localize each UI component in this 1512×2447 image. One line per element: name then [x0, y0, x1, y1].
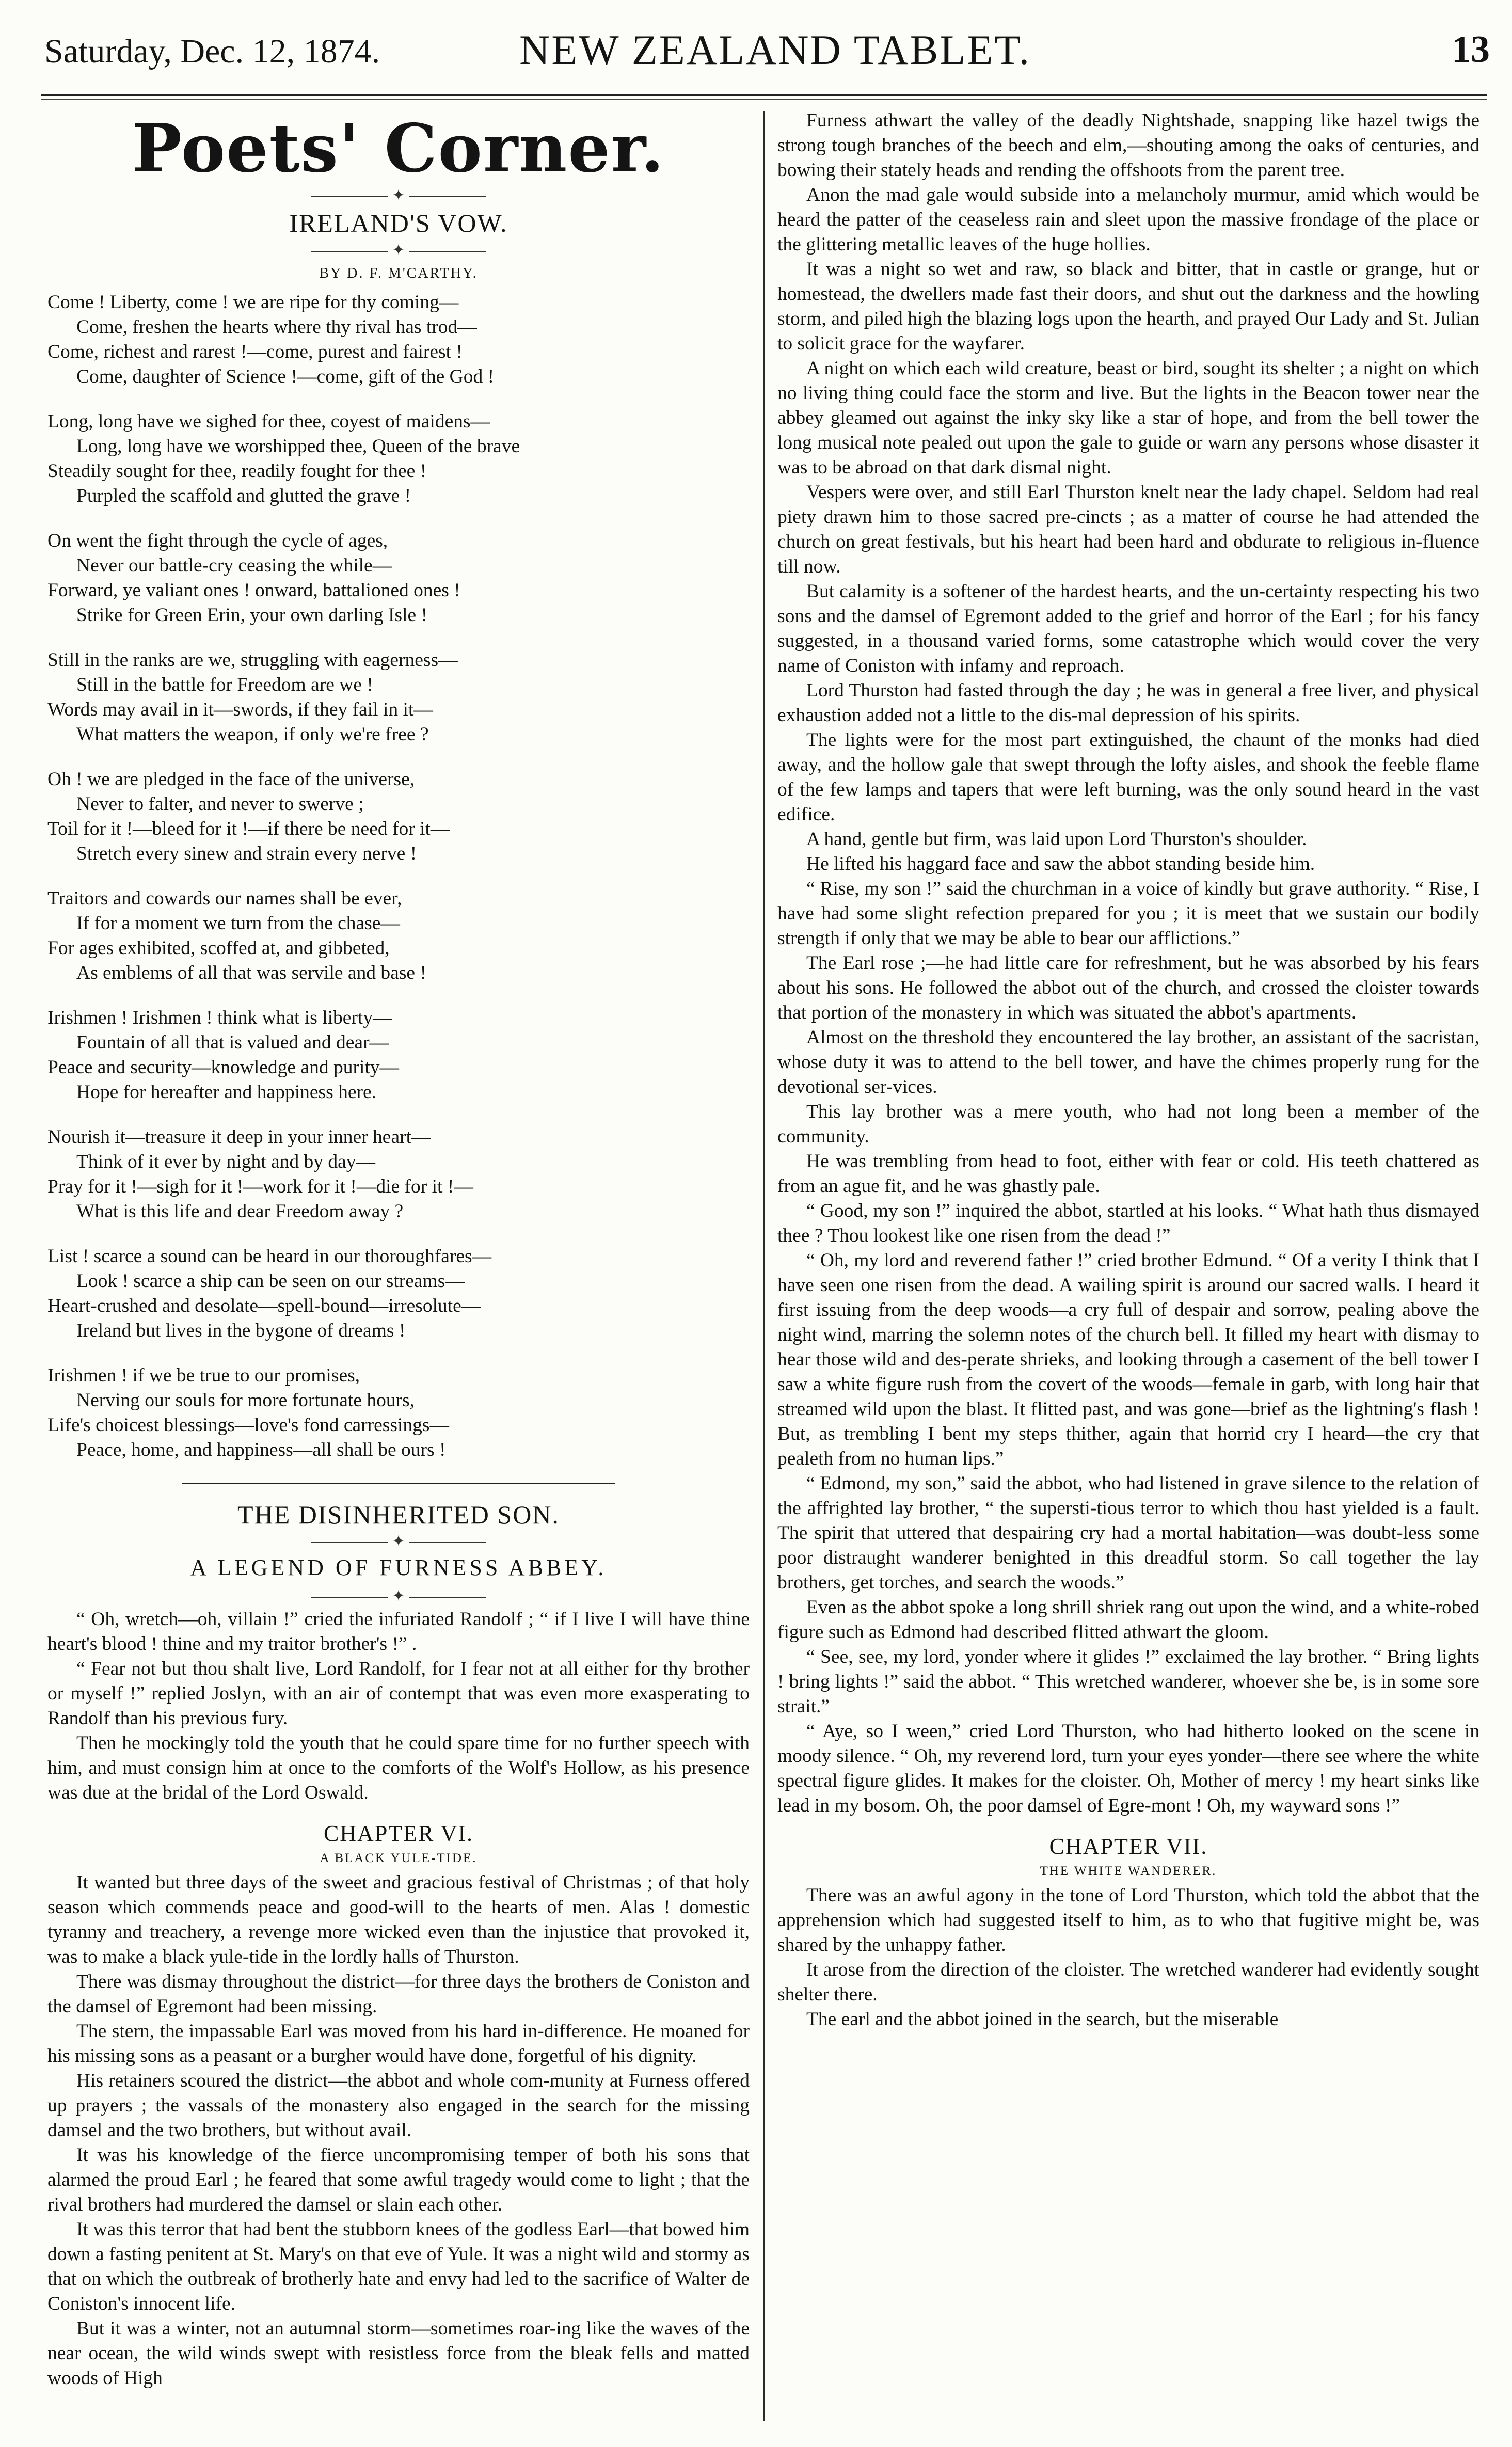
paragraph: He lifted his haggard face and saw the abbot standing beside him. [806, 853, 1315, 875]
section-divider [182, 1483, 615, 1487]
paragraph: “ Oh, my lord and reverend father !” cried brother Edmund. “ Of a verity I think that I have seen one risen from the dead. A wailing spirit is around our sacred walls. I heard it first issuing from the deep woods—a cry full of despair and sorrow, pealing above the night wind, marring the solemn notes of the church bell. It filled my heart with dismay to hear those wild and des-perate shrieks, and looking through a casement of the bell tower I saw a white figure rush from the covert of the woods—female in garb, with long hair that streamed wild upon the blast. It flitted past, and was gone—brief as the lightning's flash ! But, as trembling I bent my steps thither, again that horrid cry I heard—the cry that pealeth from no human lips.” [777, 1250, 1479, 1469]
story-subtitle: A LEGEND OF FURNESS ABBEY. [190, 1555, 607, 1580]
poem-line: As emblems of all that was servile and base ! [76, 962, 426, 983]
poem-line: If for a moment we turn from the chase— [76, 913, 400, 934]
story-continuation [777, 108, 1479, 1818]
paragraph: Vespers were over, and still Earl Thurston knelt near the lady chapel. Seldom had real piety drawn him to those sacred pre-cincts ; as a matter of course he had attended the church on great festivals, but his heart had been hard and obdurate to religious in-fluence till now. [777, 482, 1479, 577]
chapter-heading: CHAPTER VI. [323, 1821, 474, 1846]
poem-line: Oh ! we are pledged in the face of the universe, [47, 769, 415, 790]
paragraph: But calamity is a softener of the hardest hearts, and the un-certainty respecting his two sons and the damsel of Egremont added to the grief and horror of the Earl ; for his fancy suggested, in a thousand varied forms, some catastrophe which would cover the very name of Coniston with infamy and reproach. [777, 581, 1479, 676]
paragraph: “ Edmond, my son,” said the abbot, who had listened in grave silence to the relation of the affrighted lay brother, “ the supersti-tious terror to which thou hast yielded is a fault. The spirit that uttered that despairing cry had a mortal habitation—was doubt-less some poor distraught wanderer benighted in this dreadful storm. So call together the lay brothers, get torches, and search the woods.” [777, 1473, 1479, 1593]
poem-line: Look ! scarce a ship can be seen on our streams— [76, 1270, 465, 1292]
poem-line: Stretch every sinew and strain every nerve ! [76, 843, 417, 864]
poem-line: Steadily sought for thee, readily fought for thee ! [47, 460, 427, 482]
paragraph: “ Fear not but thou shalt live, Lord Randolf, for I fear not at all either for thy brother or myself !” replied Joslyn, with an air of contempt that was even more exasperating to Randolf than his previous fury. [47, 1658, 750, 1729]
poem-line: Nourish it—treasure it deep in your inner heart— [47, 1126, 431, 1148]
column-divider [763, 111, 765, 2421]
poem-line: Irishmen ! if we be true to our promises, [47, 1365, 360, 1386]
page-header [44, 21, 1490, 85]
poem-line: Think of it ever by night and by day— [76, 1151, 376, 1172]
paragraph: The lights were for the most part extinguished, the chaunt of the monks had died away, and the hollow gale that swept through the lofty aisles, and shook the feeble flame of the few lamps and tapers that were left burning, was the only sound heard in the vast edifice. [777, 729, 1479, 825]
poem-line: Come, daughter of Science !—come, gift of the God ! [76, 366, 495, 387]
paragraph: This lay brother was a mere youth, who had not long been a member of the community. [777, 1101, 1479, 1147]
poem-line: What matters the weapon, if only we're free ? [76, 724, 429, 745]
paragraph: It was a night so wet and raw, so black and bitter, that in castle or grange, hut or homestead, the dwellers made fast their doors, and shut out the darkness and the howling storm, and piled high the blazing logs upon the hearth, and prayed Our Lady and St. Julian to solicit grace for the wayfarer. [777, 259, 1479, 354]
poem-stanza [47, 529, 750, 628]
poem-line: What is this life and dear Freedom away ? [76, 1201, 404, 1222]
paragraph: It wanted but three days of the sweet and gracious festival of Christmas ; of that holy season which commends peace and good-will to the hearts of men. Alas ! domestic tyranny and treachery, a revenge more wicked even than the injustice that provoked it, was to make a black yule-tide in the lordly halls of Thurston. [47, 1872, 750, 1967]
paragraph: “ Oh, wretch—oh, villain !” cried the infuriated Randolf ; “ if I live I will have thine heart's blood ! thine and my traitor brother's !” . [47, 1609, 750, 1655]
poem-line: Ireland but lives in the bygone of dreams ! [76, 1320, 406, 1341]
poem-stanza [47, 1006, 750, 1105]
paragraph: The stern, the impassable Earl was moved from his hard in-difference. He moaned for his missing sons as a peasant or a burgher would have done, forgetful of his dignity. [47, 2021, 750, 2067]
paragraph: Then he mockingly told the youth that he could spare time for no further speech with him, and must consign him at once to the comforts of the Wolf's Hollow, as his presence was due at the bridal of the Lord Oswald. [47, 1733, 750, 1803]
section-title: Poets' Corner. [132, 110, 665, 187]
poem-line: For ages exhibited, scoffed at, and gibbeted, [47, 938, 390, 959]
story-title: THE DISINHERITED SON. [237, 1500, 560, 1529]
poem-line: Come, freshen the hearts where thy rival has trod— [76, 316, 477, 338]
poem-line: Never to falter, and never to swerve ; [76, 793, 364, 815]
poem-line: Strike for Green Erin, your own darling Isle ! [76, 605, 428, 626]
poem-line: Toil for it !—bleed for it !—if there be need for it— [47, 818, 450, 839]
poem-line: Irishmen ! Irishmen ! think what is liberty— [47, 1007, 392, 1028]
poem-stanza [47, 1244, 750, 1343]
ornament-divider: ✦ [47, 1533, 750, 1550]
poem-line: List ! scarce a sound can be heard in our thoroughfares— [47, 1246, 492, 1267]
page-number: 13 [1452, 28, 1490, 71]
chapter-body [777, 1883, 1479, 2032]
paragraph: The earl and the abbot joined in the search, but the miserable [806, 2009, 1279, 2030]
chapter-subheading: A BLACK YULE-TIDE. [320, 1851, 478, 1865]
right-column [777, 108, 1479, 2432]
poem-byline: BY D. F. M'CARTHY. [319, 265, 478, 281]
paragraph: He was trembling from head to foot, either with fear or cold. His teeth chattered as from an ague fit, and he was ghastly pale. [777, 1151, 1479, 1197]
poem-line: Hope for hereafter and happiness here. [76, 1082, 376, 1103]
poem-line: Peace and security—knowledge and purity— [47, 1057, 400, 1078]
chapter-subheading: THE WHITE WANDERER. [1040, 1864, 1217, 1878]
header-rule-thin [41, 99, 1487, 100]
poem-stanza [47, 648, 750, 747]
paragraph: A night on which each wild creature, beast or bird, sought its shelter ; a night on which no living thing could face the storm and live. But the lights in the Beacon tower near the abbey gleamed out against the inky sky like a star of hope, and from the bell tower the long musical note pealed out upon the gale to guide or warn any persons whose disaster it was to be abroad on that dark dismal night. [777, 358, 1479, 478]
poem-line: Pray for it !—sigh for it !—work for it !—die for it !— [47, 1176, 473, 1197]
poem-stanza [47, 767, 750, 866]
ornament-divider: ✦ [47, 242, 750, 259]
ornament-divider: ✦ [47, 187, 750, 204]
paragraph: “ See, see, my lord, yonder where it glides !” exclaimed the lay brother. “ Bring lights ! bring lights !” said the abbot. “ This wretched wanderer, whoever she be, is in some sore strait.” [777, 1646, 1479, 1717]
paragraph: The Earl rose ;—he had little care for refreshment, but he was absorbed by his fears about his sons. He followed the abbot out of the church, and crossed the cloister towards that portion of the monastery in which was situated the abbot's apartments. [777, 952, 1479, 1023]
paragraph: But it was a winter, not an autumnal storm—sometimes roar-ing like the waves of the near ocean, the wild winds swept with resistless force from the bleak fells and matted woods of High [47, 2318, 750, 2389]
paragraph: There was an awful agony in the tone of Lord Thurston, which told the abbot that the apprehension which had suggested itself to him, as to who that fugitive might be, was shared by the unhappy father. [777, 1885, 1479, 1956]
paragraph: Furness athwart the valley of the deadly Nightshade, snapping like hazel twigs the strong tough branches of the beech and elm,—shouting among the oaks of centuries, and bowing their stately heads and rending the offshoots from the parent tree. [777, 110, 1479, 181]
chapter-heading: CHAPTER VII. [1049, 1834, 1208, 1859]
poem-stanza [47, 1125, 750, 1224]
poem-line: Come ! Liberty, come ! we are ripe for thy coming— [47, 292, 459, 313]
left-column [47, 108, 750, 2432]
paragraph: Lord Thurston had fasted through the day ; he was in general a free liver, and physical exhaustion added not a little to the dis-mal depression of his spirits. [777, 680, 1479, 726]
paragraph: Even as the abbot spoke a long shrill shriek rang out upon the wind, and a white-robed figure such as Edmond had described flitted athwart the gloom. [777, 1597, 1479, 1643]
poem-line: Come, richest and rarest !—come, purest and fairest ! [47, 341, 463, 362]
poem-line: Long, long have we worshipped thee, Queen of the brave [76, 436, 520, 457]
poem-line: Forward, ye valiant ones ! onward, battalioned ones ! [47, 580, 460, 601]
poem-line: Fountain of all that is valued and dear— [76, 1032, 389, 1053]
paragraph: It arose from the direction of the cloister. The wretched wanderer had evidently sought shelter there. [777, 1959, 1479, 2005]
poem-stanza [47, 886, 750, 986]
paragraph: “ Rise, my son !” said the churchman in a voice of kindly but grave authority. “ Rise, I have had some slight refection prepared for you ; it is meet that we sustain our bodily strength if only that we may be able to bear our afflictions.” [777, 878, 1479, 949]
story-intro [47, 1607, 750, 1805]
paragraph: There was dismay throughout the district—for three days the brothers de Coniston and the damsel of Egremont had been missing. [47, 1971, 750, 2017]
issue-date: Saturday, Dec. 12, 1874. [44, 33, 380, 70]
poem-line: Heart-crushed and desolate—spell-bound—irresolute— [47, 1295, 481, 1316]
paragraph: Anon the mad gale would subside into a melancholy murmur, amid which would be heard the patter of the ceaseless rain and sleet upon the massive frondage of the place or the glittering metallic leaves of the huge hollies. [777, 184, 1479, 255]
paragraph: “ Good, my son !” inquired the abbot, startled at his looks. “ What hath thus dismayed thee ? Thou lookest like one risen from the dead !” [777, 1200, 1479, 1246]
poem-stanza [47, 1363, 750, 1463]
ornament-divider: ✦ [47, 1587, 750, 1605]
poem-line: Still in the ranks are we, struggling with eagerness— [47, 649, 458, 671]
poem-line: Purpled the scaffold and glutted the grave ! [76, 485, 411, 506]
poem-line: Never our battle-cry ceasing the while— [76, 555, 392, 576]
poem-line: Words may avail in it—swords, if they fail in it— [47, 699, 433, 720]
paragraph: Almost on the threshold they encountered the lay brother, an assistant of the sacristan, whose duty it was to attend to the bell tower, and have the chimes properly rung for the devotional ser-vices. [777, 1027, 1479, 1098]
poem-body [47, 290, 750, 1463]
paragraph: His retainers scoured the district—the abbot and whole com-munity at Furness offered up prayers ; the vassals of the monastery also engaged in the search for the missing damsel and the two brothers, but without avail. [47, 2070, 750, 2141]
poem-line: Peace, home, and happiness—all shall be ours ! [76, 1439, 446, 1460]
poem-stanza [47, 409, 750, 509]
paragraph: It was his knowledge of the fierce uncompromising temper of both his sons that alarmed the proud Earl ; he feared that some awful tragedy would come to light ; that the rival brothers had murdered the damsel or slain each other. [47, 2144, 750, 2215]
poem-line: On went the fight through the cycle of ages, [47, 530, 388, 551]
newspaper-page [21, 21, 1502, 2437]
paragraph: A hand, gentle but firm, was laid upon Lord Thurston's shoulder. [806, 829, 1307, 850]
paragraph: “ Aye, so I ween,” cried Lord Thurston, who had hitherto looked on the scene in moody silence. “ Oh, my reverend lord, turn your eyes yonder—there see where the white spectral figure glides. It makes for the cloister. Oh, Mother of mercy ! my heart sinks like lead in my bosom. Oh, the poor damsel of Egre-mont ! Oh, my wayward sons !” [777, 1721, 1479, 1816]
poem-title: IRELAND'S VOW. [289, 209, 508, 237]
poem-line: Nerving our souls for more fortunate hours, [76, 1390, 415, 1411]
poem-line: Still in the battle for Freedom are we ! [76, 674, 373, 695]
poem-line: Traitors and cowards our names shall be ever, [47, 888, 402, 909]
masthead-title: NEW ZEALAND TABLET. [519, 26, 1031, 73]
header-rule [41, 94, 1487, 96]
poem-line: Long, long have we sighed for thee, coyest of maidens— [47, 411, 490, 432]
poem-stanza [47, 290, 750, 389]
paragraph: It was this terror that had bent the stubborn knees of the godless Earl—that bowed him down a fasting penitent at St. Mary's on that eve of Yule. It was a night wild and stormy as that on which the outbreak of brotherly hate and envy had led to the sacrifice of Walter de Coniston's innocent life. [47, 2219, 750, 2314]
chapter-body [47, 1870, 750, 2391]
poem-line: Life's choicest blessings—love's fond carressings— [47, 1415, 449, 1436]
